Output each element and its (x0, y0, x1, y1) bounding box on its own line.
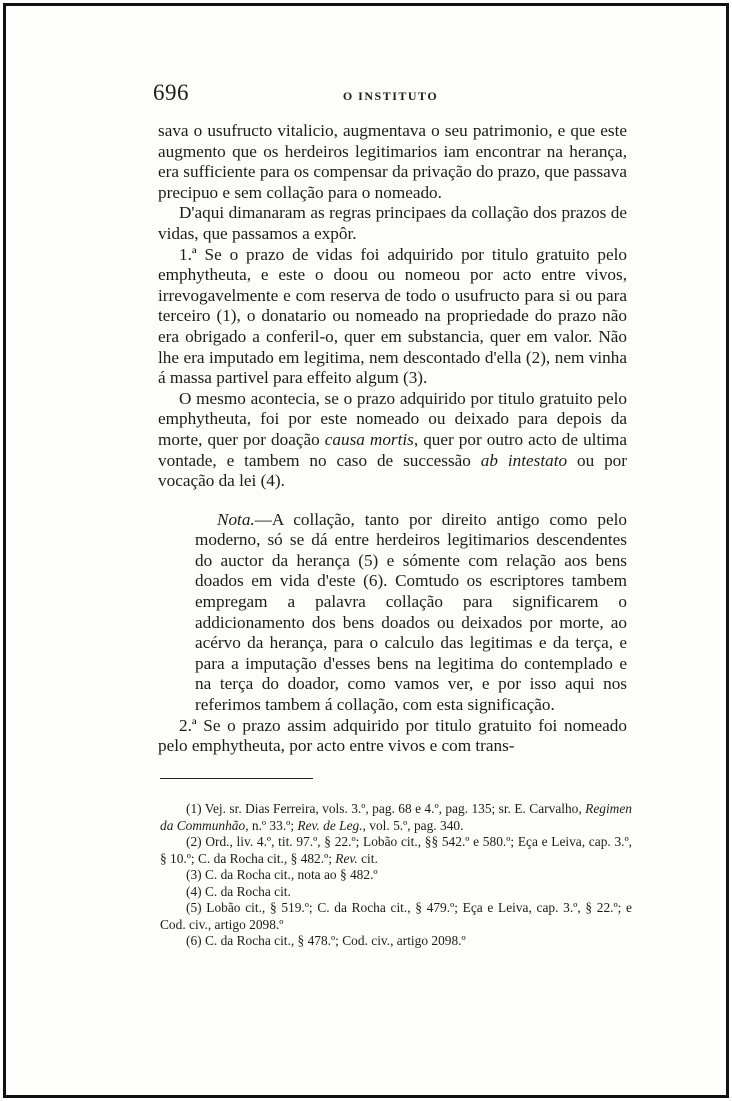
nota-text: —A collação, tanto por direito antigo como pelo moderno, só se dá entre herdeiros legitimarios descendentes do auctor da herança (5) e sómente com relação aos bens doados em vida d'este (6). Comtudo os escriptores tambem empregam a palavra collação para significarem o addicionamento dos bens doados ou deixados por morte, ao acérvo da herança, para o calculo das legitimas e da terça, e para a imputação d'esses bens na legitima do contemplado e na terça do doador, como vamos ver, e por isso aqui nos referimos tambem á collação, com esta significação. (195, 509, 627, 715)
nota-label: Nota. (217, 509, 255, 529)
paragraph-same-case (158, 389, 627, 492)
footnote-2 (160, 834, 632, 867)
footnote-1 (160, 801, 632, 834)
text-span: (1) Vej. sr. Dias Ferreira, vols. 3.º, pag. 68 e 4.º, pag. 135; sr. E. Carvalho, (186, 801, 586, 816)
page-header (153, 80, 628, 108)
italic-term: causa mortis (324, 429, 414, 449)
paragraph-nota (195, 510, 627, 716)
footnote-4: (4) C. da Rocha cit. (186, 883, 291, 899)
footnotes (160, 801, 632, 950)
italic-title: Rev. de Leg. (297, 817, 363, 833)
italic-title: Regimen da Communhão (160, 801, 632, 833)
text-span: (2) Ord., liv. 4.º, tit. 97.º, § 22.º; Lobão cit., §§ 542.º e 580.º; Eça e Leiva, cap. 3.º, § 10.º; C. da Rocha cit., § 482.º; (160, 834, 632, 866)
italic-title: Rev. (335, 850, 358, 866)
text-span: O mesmo acontecia, se o prazo adquirido por titulo gratuito pelo emphytheuta, foi por este nomeado ou deixado para depois da morte, quer por doação (158, 388, 627, 449)
text-span: cit. (357, 850, 378, 866)
paragraph-rule-2: 2.ª Se o prazo assim adquirido por titulo gratuito foi nomeado pelo emphytheuta, por acto entre vivos e com trans- (158, 715, 627, 756)
text-span: ou por vocação da lei (4). (158, 450, 627, 491)
paragraph-rule-1: 1.ª Se o prazo de vidas foi adquirido por titulo gratuito pelo emphytheuta, e este o doou ou nomeou por acto entre vivos, irrevogavelmente e com reserva de todo o usufructo para si ou para terceiro (1), o donatario ou nomeado na propriedade do prazo não era obrigado a conferil-o, quer em substancia, quer em valor. Não lhe era imputado em legitima, nem descontado d'ella (2), nem vinha á massa partivel para effeito algum (3). (158, 244, 627, 388)
text-span: , vol. 5.º, pag. 340. (362, 817, 464, 833)
text-span: , quer por outro acto de ultima vontade, e tambem no caso de successão (158, 429, 627, 470)
paragraph-continuation: sava o usufructo vitalicio, augmentava o seu patrimonio, e que este augmento que os herdeiros legitimarios iam encontrar na herança, era sufficiente para os compensar da privação do prazo, que passava precipuo e sem collação para o nomeado. (158, 121, 627, 202)
footnote-5: (5) Lobão cit., § 519.º; C. da Rocha cit., § 479.º; Eça e Leiva, cap. 3.º, § 22.º; e Cod. civ., artigo 2098.º (160, 900, 632, 932)
page-number: 696 (153, 80, 189, 105)
italic-term: ab intestato (480, 450, 568, 470)
footnote-3: (3) C. da Rocha cit., nota ao § 482.º (186, 867, 378, 882)
running-title: O INSTITUTO (342, 89, 439, 103)
footnote-6: (6) C. da Rocha cit., § 478.º; Cod. civ., artigo 2098.º (186, 933, 466, 948)
text-span: , n.º 33.º; (245, 817, 298, 833)
footnote-rule (160, 778, 313, 779)
paragraph-intro-rules: D'aqui dimanaram as regras principaes da collação dos prazos de vidas, que passamos a expôr. (158, 203, 627, 243)
body-text (158, 121, 627, 757)
